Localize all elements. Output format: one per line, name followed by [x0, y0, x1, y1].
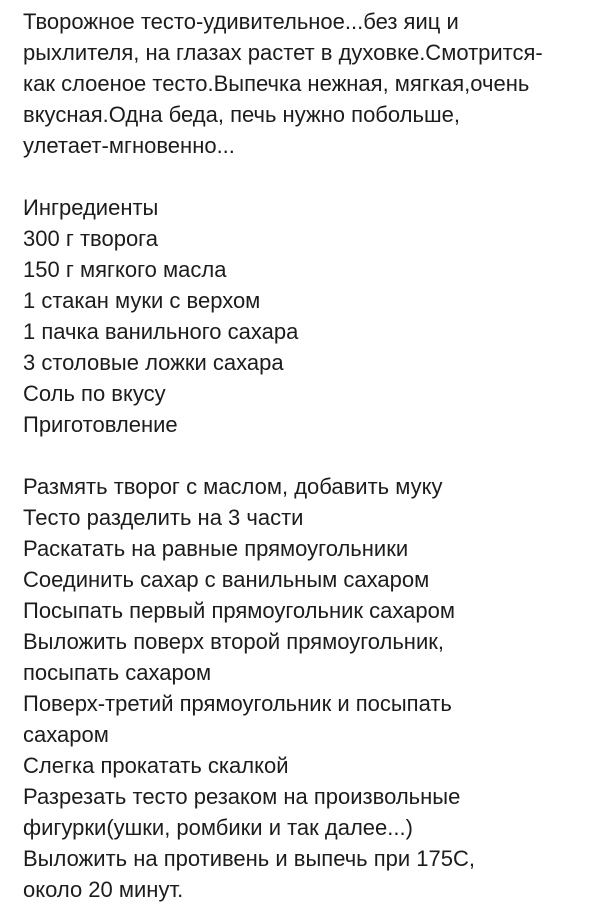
step-line: Посыпать первый прямоугольник сахаром [23, 598, 455, 623]
ingredient-item: 1 пачка ванильного сахара [23, 319, 299, 344]
ingredient-item: Соль по вкусу [23, 381, 166, 406]
ingredients-section [23, 192, 593, 440]
intro-line: улетает-мгновенно... [23, 133, 235, 158]
step-line: фигурки(ушки, ромбики и так далее...) [23, 815, 413, 840]
step-line: Слегка прокатать скалкой [23, 753, 289, 778]
paragraph-spacer [23, 161, 593, 192]
step-line: Раскатать на равные прямоугольники [23, 536, 409, 561]
step-line: Выложить поверх второй прямоугольник, [23, 629, 444, 654]
intro-line: вкусная.Одна беда, печь нужно побольше, [23, 102, 460, 127]
paragraph-spacer [23, 440, 593, 471]
step-line: Поверх-третий прямоугольник и посыпать [23, 691, 452, 716]
ingredient-item: 1 стакан муки с верхом [23, 288, 261, 313]
step-line: Выложить на противень и выпечь при 175С, [23, 846, 475, 871]
ingredient-item: 300 г творога [23, 226, 158, 251]
step-line: около 20 минут. [23, 877, 184, 902]
intro-line: рыхлителя, на глазах растет в духовке.Смотрится- [23, 40, 543, 65]
intro-paragraph [23, 6, 593, 161]
ingredient-item: 3 столовые ложки сахара [23, 350, 284, 375]
step-line: Размять творог с маслом, добавить муку [23, 474, 443, 499]
method-steps [23, 471, 593, 905]
recipe-post-text [23, 6, 593, 905]
intro-line: Творожное тесто-удивительное...без яиц и [23, 9, 459, 34]
step-line: Разрезать тесто резаком на произвольные [23, 784, 461, 809]
method-heading: Приготовление [23, 412, 178, 437]
intro-line: как слоеное тесто.Выпечка нежная, мягкая,очень [23, 71, 530, 96]
step-line: Соединить сахар с ванильным сахаром [23, 567, 430, 592]
step-line: сахаром [23, 722, 109, 747]
ingredients-heading: Ингредиенты [23, 195, 159, 220]
ingredient-item: 150 г мягкого масла [23, 257, 227, 282]
step-line: Тесто разделить на 3 части [23, 505, 304, 530]
step-line: посыпать сахаром [23, 660, 212, 685]
